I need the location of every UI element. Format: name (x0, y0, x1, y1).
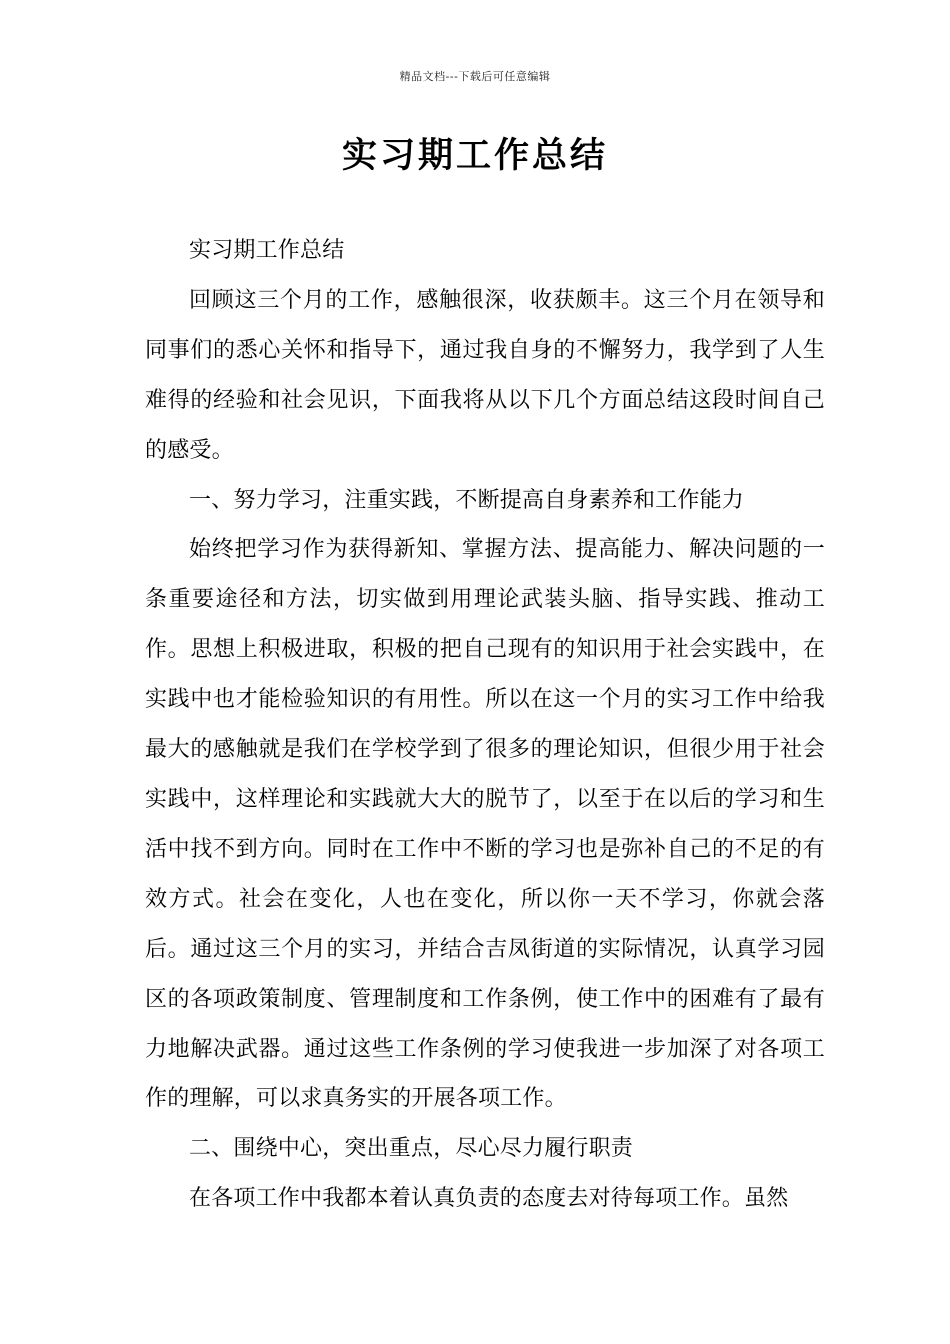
document-body (145, 226, 825, 1224)
document-title: 实习期工作总结 (341, 135, 608, 176)
section-heading-2: 二、围绕中心，突出重点，尽心尽力履行职责 (189, 1136, 634, 1162)
section-heading-1: 一、努力学习，注重实践，不断提高自身素养和工作能力 (189, 487, 745, 513)
paragraph-section-2: 在各项工作中我都本着认真负责的态度去对待每项工作。虽然 (189, 1186, 789, 1212)
paragraph-intro: 回顾这三个月的工作，感触很深，收获颇丰。这三个月在领导和同事们的悉心关怀和指导下，通过我自身的不懈努力，我学到了人生难得的经验和社会见识，下面我将从以下几个方面总结这段时间自己的感受。 (145, 287, 825, 463)
paragraph-subtitle: 实习期工作总结 (189, 238, 345, 263)
paragraph-section-1: 始终把学习作为获得新知、掌握方法、提高能力、解决问题的一条重要途径和方法，切实做到用理论武装头脑、指导实践、推动工作。思想上积极进取，积极的把自己现有的知识用于社会实践中，在实践中也才能检验知识的有用性。所以在这一个月的实习工作中给我最大的感触就是我们在学校学到了很多的理论知识，但很少用于社会实践中，这样理论和实践就大大的脱节了，以至于在以后的学习和生活中找不到方向。同时在工作中不断的学习也是弥补自己的不足的有效方式。社会在变化，人也在变化，所以你一天不学习，你就会落后。通过这三个月的实习，并结合吉凤街道的实际情况，认真学习园区的各项政策制度、管理制度和工作条例，使工作中的困难有了最有力地解决武器。通过这些工作条例的学习使我进一步加深了对各项工作的理解，可以求真务实的开展各项工作。 (145, 537, 825, 1112)
page-header-note: 精品文档---下载后可任意编辑 (399, 70, 551, 83)
